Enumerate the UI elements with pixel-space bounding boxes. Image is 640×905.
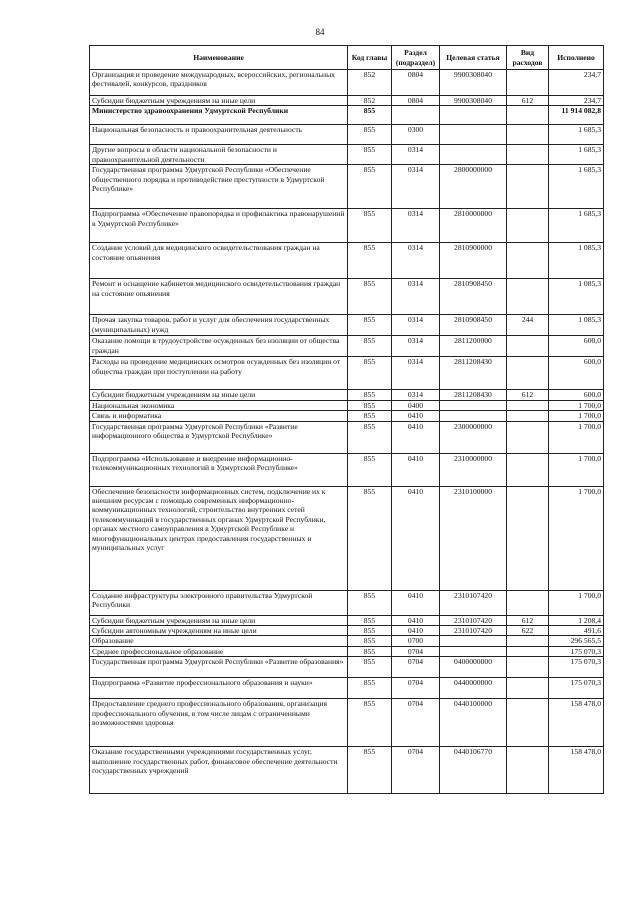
row-target-article: 2300000000 — [440, 421, 507, 453]
row-executed-amount: 1 208,4 — [549, 615, 604, 625]
row-expense-kind — [507, 453, 549, 486]
row-expense-kind: 612 — [507, 390, 549, 400]
row-name: Оказание помощи в трудоустройстве осужденных без изоляции от общества граждан — [90, 336, 348, 357]
row-target-article — [440, 646, 507, 656]
row-target-article: 9900308040 — [440, 70, 507, 96]
row-expense-kind — [507, 699, 549, 747]
row-chapter-code: 855 — [348, 699, 392, 747]
row-expense-kind — [507, 747, 549, 794]
row-expense-kind: 244 — [507, 315, 549, 336]
row-name: Субсидии автономным учреждениям на иные цели — [90, 626, 348, 636]
page-number: 84 — [315, 27, 325, 37]
table-row — [90, 590, 604, 615]
row-section: 0410 — [392, 411, 440, 421]
row-executed-amount: 600,0 — [549, 357, 604, 390]
row-expense-kind — [507, 106, 549, 125]
row-section: 0314 — [392, 315, 440, 336]
row-executed-amount: 1 700,0 — [549, 486, 604, 590]
row-target-article: 2810908450 — [440, 279, 507, 315]
row-executed-amount: 491,6 — [549, 626, 604, 636]
row-section: 0314 — [392, 336, 440, 357]
row-expense-kind — [507, 209, 549, 243]
row-name: Среднее профессиональное образование — [90, 646, 348, 656]
table-row — [90, 636, 604, 646]
table-row — [90, 279, 604, 315]
row-expense-kind — [507, 421, 549, 453]
row-name: Подпрограмма «Развитие профессионального образования и науки» — [90, 678, 348, 699]
row-chapter-code: 855 — [348, 106, 392, 125]
row-section: 0700 — [392, 636, 440, 646]
row-chapter-code: 855 — [348, 636, 392, 646]
row-section: 0400 — [392, 400, 440, 410]
table-row — [90, 390, 604, 400]
table-row — [90, 165, 604, 209]
row-chapter-code: 855 — [348, 590, 392, 615]
row-section: 0300 — [392, 125, 440, 145]
row-expense-kind — [507, 125, 549, 145]
row-target-article: 2811200000 — [440, 336, 507, 357]
row-executed-amount: 1 085,3 — [549, 279, 604, 315]
row-chapter-code: 855 — [348, 125, 392, 145]
row-executed-amount: 600,0 — [549, 336, 604, 357]
table-row — [90, 453, 604, 486]
row-expense-kind — [507, 678, 549, 699]
row-name: Связь и информатика — [90, 411, 348, 421]
row-name: Оказание государственными учреждениями государственных услуг, выполнение государственных работ, финансовое обеспечение деятельности государственных учреждений — [90, 747, 348, 794]
row-section: 0704 — [392, 699, 440, 747]
row-target-article — [440, 125, 507, 145]
row-executed-amount: 1 700,0 — [549, 411, 604, 421]
header-name: Наименование — [90, 46, 348, 70]
row-executed-amount: 11 914 082,8 — [549, 106, 604, 125]
row-expense-kind — [507, 336, 549, 357]
table-row — [90, 657, 604, 678]
row-expense-kind — [507, 243, 549, 279]
table-row — [90, 421, 604, 453]
row-section: 0314 — [392, 279, 440, 315]
row-chapter-code: 855 — [348, 315, 392, 336]
row-name: Образование — [90, 636, 348, 646]
row-section: 0314 — [392, 145, 440, 165]
row-target-article: 0440106770 — [440, 747, 507, 794]
row-section: 0804 — [392, 96, 440, 106]
budget-execution-table — [89, 45, 604, 794]
row-executed-amount: 234,7 — [549, 96, 604, 106]
table-row — [90, 615, 604, 625]
row-chapter-code: 855 — [348, 626, 392, 636]
row-expense-kind — [507, 145, 549, 165]
row-target-article — [440, 106, 507, 125]
row-section: 0704 — [392, 657, 440, 678]
row-name: Ремонт и оснащение кабинетов медицинского освидетельствования граждан на состояние опьянения — [90, 279, 348, 315]
row-name: Национальная безопасность и правоохранительная деятельность — [90, 125, 348, 145]
row-section: 0314 — [392, 209, 440, 243]
row-chapter-code: 855 — [348, 747, 392, 794]
row-target-article: 2810000000 — [440, 209, 507, 243]
row-target-article: 2810900000 — [440, 243, 507, 279]
row-executed-amount: 158 478,0 — [549, 699, 604, 747]
table-row — [90, 106, 604, 125]
header-section: Раздел (подраздел) — [392, 46, 440, 70]
row-executed-amount: 158 478,0 — [549, 747, 604, 794]
row-expense-kind: 612 — [507, 96, 549, 106]
row-section: 0410 — [392, 590, 440, 615]
row-chapter-code: 852 — [348, 70, 392, 96]
table-row — [90, 145, 604, 165]
row-executed-amount: 1 085,3 — [549, 243, 604, 279]
row-expense-kind — [507, 636, 549, 646]
row-target-article — [440, 145, 507, 165]
row-chapter-code: 855 — [348, 279, 392, 315]
row-name: Другие вопросы в области национальной безопасности и правоохранительной деятельности — [90, 145, 348, 165]
row-target-article — [440, 411, 507, 421]
header-expense-kind: Вид расходов — [507, 46, 549, 70]
row-target-article — [440, 636, 507, 646]
row-executed-amount: 175 070,3 — [549, 657, 604, 678]
table-row — [90, 678, 604, 699]
row-chapter-code: 855 — [348, 657, 392, 678]
table-row — [90, 70, 604, 96]
table-row — [90, 336, 604, 357]
row-section — [392, 106, 440, 125]
row-name: Подпрограмма «Обеспечение правопорядка и профилактика правонарушений в Удмуртской Республике» — [90, 209, 348, 243]
row-chapter-code: 855 — [348, 209, 392, 243]
table-row — [90, 209, 604, 243]
table-row — [90, 125, 604, 145]
table-header-row — [90, 46, 604, 70]
row-name: Обеспечение безопасности информационных систем, подключение их к внешним ресурсам с помощью современных информационно-коммуникационных технологий, строительство внутренних сетей телекоммуникаций в государственных органах Удмуртской Республики, органах местного самоуправления в Удмуртской Республике и многофункциональных центрах предоставления государственных и муниципальных услуг — [90, 486, 348, 590]
row-name: Создание условий для медицинского освидетельствования граждан на состояние опьянения — [90, 243, 348, 279]
table-row — [90, 699, 604, 747]
row-chapter-code: 855 — [348, 400, 392, 410]
row-executed-amount: 1 700,0 — [549, 590, 604, 615]
row-section: 0704 — [392, 678, 440, 699]
header-target-article: Целевая статья — [440, 46, 507, 70]
row-target-article: 0400000000 — [440, 657, 507, 678]
row-section: 0410 — [392, 486, 440, 590]
row-section: 0410 — [392, 626, 440, 636]
row-expense-kind: 622 — [507, 626, 549, 636]
row-executed-amount: 1 700,0 — [549, 453, 604, 486]
row-name: Прочая закупка товаров, работ и услуг для обеспечения государственных (муниципальных) нужд — [90, 315, 348, 336]
row-section: 0314 — [392, 165, 440, 209]
row-chapter-code: 855 — [348, 357, 392, 390]
row-expense-kind — [507, 590, 549, 615]
row-chapter-code: 852 — [348, 96, 392, 106]
row-executed-amount: 175 070,3 — [549, 678, 604, 699]
row-name: Субсидии бюджетным учреждениям на иные цели — [90, 96, 348, 106]
row-chapter-code: 855 — [348, 145, 392, 165]
table-row — [90, 626, 604, 636]
row-target-article: 2811208430 — [440, 390, 507, 400]
row-chapter-code: 855 — [348, 678, 392, 699]
row-target-article: 2310107420 — [440, 590, 507, 615]
row-name: Создание инфраструктуры электронного правительства Удмуртской Республики — [90, 590, 348, 615]
row-expense-kind — [507, 486, 549, 590]
row-section: 0410 — [392, 453, 440, 486]
row-chapter-code: 855 — [348, 421, 392, 453]
table-row — [90, 411, 604, 421]
row-executed-amount: 1 085,3 — [549, 315, 604, 336]
row-section: 0314 — [392, 243, 440, 279]
row-name: Расходы на проведение медицинских осмотров осужденных без изоляции от общества граждан при поступлении на работу — [90, 357, 348, 390]
row-target-article — [440, 400, 507, 410]
header-executed: Исполнено — [549, 46, 604, 70]
row-chapter-code: 855 — [348, 336, 392, 357]
row-target-article: 9900308040 — [440, 96, 507, 106]
row-target-article: 2310107420 — [440, 626, 507, 636]
row-executed-amount: 1 685,3 — [549, 125, 604, 145]
row-target-article: 0440100000 — [440, 699, 507, 747]
row-target-article: 2310107420 — [440, 615, 507, 625]
row-expense-kind — [507, 279, 549, 315]
row-chapter-code: 855 — [348, 646, 392, 656]
table-row — [90, 400, 604, 410]
row-target-article: 2810908450 — [440, 315, 507, 336]
row-chapter-code: 855 — [348, 453, 392, 486]
row-name: Подпрограмма «Использование и внедрение информационно-телекоммуникационных технологий в Удмуртской Республике» — [90, 453, 348, 486]
row-executed-amount: 1 685,3 — [549, 145, 604, 165]
row-target-article: 2811208430 — [440, 357, 507, 390]
row-section: 0410 — [392, 615, 440, 625]
row-expense-kind — [507, 400, 549, 410]
table-body — [90, 70, 604, 794]
row-expense-kind — [507, 70, 549, 96]
row-target-article: 2800000000 — [440, 165, 507, 209]
row-expense-kind — [507, 165, 549, 209]
row-target-article: 2310100000 — [440, 486, 507, 590]
row-executed-amount: 600,0 — [549, 390, 604, 400]
row-section: 0704 — [392, 747, 440, 794]
row-name: Министерство здравоохранения Удмуртской Республики — [90, 106, 348, 125]
table-row — [90, 315, 604, 336]
row-section: 0314 — [392, 390, 440, 400]
row-expense-kind — [507, 657, 549, 678]
row-expense-kind — [507, 357, 549, 390]
row-expense-kind: 612 — [507, 615, 549, 625]
row-name: Государственная программа Удмуртской Республики «Развитие информационного общества в Удмуртской Республике» — [90, 421, 348, 453]
row-executed-amount: 1 685,3 — [549, 209, 604, 243]
row-target-article: 2310000000 — [440, 453, 507, 486]
row-chapter-code: 855 — [348, 243, 392, 279]
table-row — [90, 486, 604, 590]
row-section: 0314 — [392, 357, 440, 390]
row-name: Национальная экономика — [90, 400, 348, 410]
row-chapter-code: 855 — [348, 411, 392, 421]
row-expense-kind — [507, 646, 549, 656]
row-section: 0804 — [392, 70, 440, 96]
table-row — [90, 747, 604, 794]
header-chapter-code: Код главы — [348, 46, 392, 70]
row-executed-amount: 234,7 — [549, 70, 604, 96]
row-expense-kind — [507, 411, 549, 421]
row-name: Государственная программа Удмуртской Республики «Обеспечение общественного порядка и противодействие преступности в Удмуртской Республике» — [90, 165, 348, 209]
row-name: Предоставление среднего профессионального образования, организация профессионального обучения, в том числе лицам с ограниченными возможностями здоровья — [90, 699, 348, 747]
row-executed-amount: 296 565,5 — [549, 636, 604, 646]
row-executed-amount: 1 700,0 — [549, 421, 604, 453]
row-section: 0410 — [392, 421, 440, 453]
row-chapter-code: 855 — [348, 390, 392, 400]
row-name: Субсидии бюджетным учреждениям на иные цели — [90, 390, 348, 400]
row-name: Субсидии бюджетным учреждениям на иные цели — [90, 615, 348, 625]
row-executed-amount: 1 685,3 — [549, 165, 604, 209]
row-name: Государственная программа Удмуртской Республики «Развитие образования» — [90, 657, 348, 678]
row-target-article: 0440000000 — [440, 678, 507, 699]
row-chapter-code: 855 — [348, 165, 392, 209]
table-row — [90, 96, 604, 106]
row-executed-amount: 1 700,0 — [549, 400, 604, 410]
table-row — [90, 646, 604, 656]
table-row — [90, 243, 604, 279]
table-row — [90, 357, 604, 390]
row-chapter-code: 855 — [348, 486, 392, 590]
row-chapter-code: 855 — [348, 615, 392, 625]
row-name: Организация и проведение международных, всероссийских, региональных фестивалей, конкурсов, праздников — [90, 70, 348, 96]
row-section: 0704 — [392, 646, 440, 656]
row-executed-amount: 175 070,3 — [549, 646, 604, 656]
